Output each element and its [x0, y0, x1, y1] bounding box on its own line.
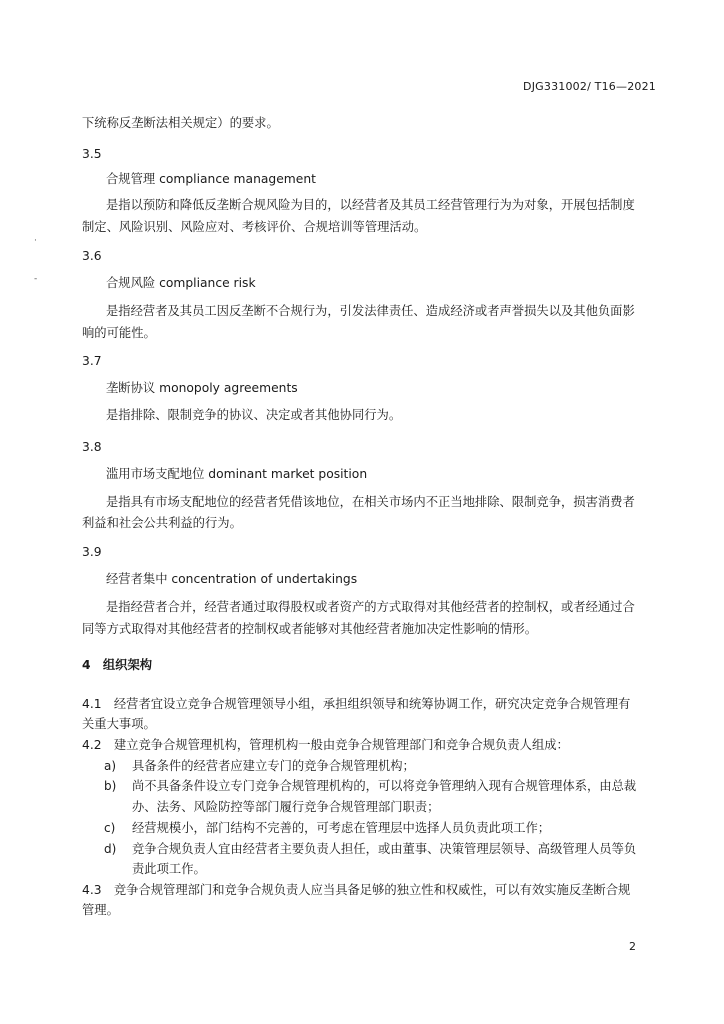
- term-definition: 响的可能性。: [82, 326, 156, 340]
- clause-4-1: 4.1 经营者宜设立竞争合规管理领导小组，承担组织领导和统筹协调工作，研究决定竞争合规管理有: [82, 697, 631, 711]
- scan-mark: ·: [34, 236, 37, 246]
- term-title: 滥用市场支配地位 dominant market position: [106, 467, 368, 481]
- section-heading: 4 组织架构: [82, 658, 153, 672]
- list-item: 经营规模小，部门结构不完善的，可考虑在管理层中选择人员负责此项工作；: [132, 821, 551, 835]
- list-item: 竞争合规负责人宜由经营者主要负责人担任，或由董事、决策管理层领导、高级管理人员等负: [132, 842, 637, 856]
- list-item: 尚不具备条件设立专门竞争合规管理机构的，可以将竞争管理纳入现有合规管理体系，由总裁: [132, 779, 637, 793]
- clause-4-1: 关重大事项。: [82, 717, 156, 731]
- term-definition: 是指经营者及其员工因反垄断不合规行为，引发法律责任、造成经济或者声誉损失以及其他负面影: [106, 304, 635, 318]
- term-definition: 制定、风险识别、风险应对、考核评价、合规培训等管理活动。: [82, 220, 427, 234]
- list-item: 责此项工作。: [132, 862, 206, 876]
- term-number: 3.9: [82, 545, 102, 559]
- list-item: 具备条件的经营者应建立专门的竞争合规管理机构；: [132, 759, 415, 773]
- term-definition: 是指排除、限制竞争的协议、决定或者其他协同行为。: [106, 408, 402, 422]
- term-title: 合规管理 compliance management: [106, 172, 316, 186]
- intro-tail: 下统称反垄断法相关规定）的要求。: [82, 116, 279, 130]
- scan-mark: -: [34, 274, 38, 284]
- term-title: 垄断协议 monopoly agreements: [106, 381, 298, 395]
- list-item-marker: c): [104, 821, 116, 835]
- list-item: 办、法务、风险防控等部门履行竞争合规管理部门职责；: [132, 800, 440, 814]
- term-number: 3.6: [82, 249, 102, 263]
- clause-4-3: 4.3 竞争合规管理部门和竞争合规负责人应当具备足够的独立性和权威性，可以有效实施反垄断合规: [82, 883, 631, 897]
- term-number: 3.7: [82, 354, 102, 368]
- list-item-marker: b): [104, 779, 117, 793]
- document-id: DJG331002/ T16—2021: [523, 80, 656, 93]
- term-definition: 是指经营者合并，经营者通过取得股权或者资产的方式取得对其他经营者的控制权，或者经通过合: [106, 600, 635, 614]
- clause-4-2: 4.2 建立竞争合规管理机构，管理机构一般由竞争合规管理部门和竞争合规负责人组成：: [82, 738, 569, 752]
- term-number: 3.8: [82, 440, 102, 454]
- term-definition: 同等方式取得对其他经营者的控制权或者能够对其他经营者施加决定性影响的情形。: [82, 622, 537, 636]
- list-item-marker: d): [104, 842, 117, 856]
- term-definition: 利益和社会公共利益的行为。: [82, 516, 242, 530]
- clause-4-3: 管理。: [82, 903, 119, 917]
- term-title: 合规风险 compliance risk: [106, 276, 256, 290]
- list-item-marker: a): [104, 759, 117, 773]
- term-definition: 是指以预防和降低反垄断合规风险为目的，以经营者及其员工经营管理行为为对象，开展包括制度: [106, 198, 635, 212]
- page-number: 2: [629, 940, 636, 953]
- term-number: 3.5: [82, 147, 102, 161]
- term-title: 经营者集中 concentration of undertakings: [106, 572, 358, 586]
- term-definition: 是指具有市场支配地位的经营者凭借该地位，在相关市场内不正当地排除、限制竞争，损害消费者: [106, 495, 635, 509]
